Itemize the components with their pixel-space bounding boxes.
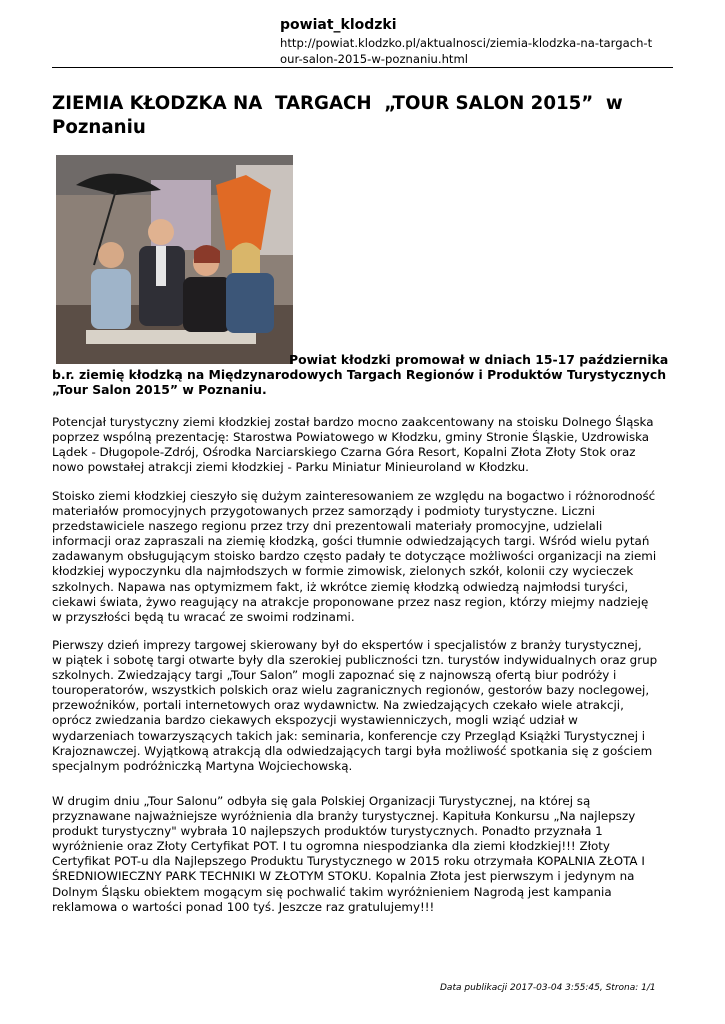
paragraph-line: w przyszłości będą tu wracać ze swoimi rodzinami. [52,609,355,624]
article-photo [56,155,293,364]
paragraph-4 [52,794,680,915]
paragraph-line: produkt turystyczny" wybrała 10 najlepszych produktów turystycznych. Ponadto przyznała 1 [52,824,603,839]
paragraph-line: specjalnym podróżniczką Martyna Wojciechowską. [52,758,353,773]
paragraph-line: ŚREDNIOWIECZNY PARK TECHNIKI W ZŁOTYM STOKU. Kopalnia Złota jest pierwszym i jedynym na [52,869,635,884]
source-url[interactable] [280,35,675,67]
article-title-line-1: ZIEMIA KŁODZKA NA TARGACH „TOUR SALON 2015” w [52,93,623,114]
site-name: powiat_klodzki [280,17,397,33]
article-lead [52,352,677,397]
paragraph-2 [52,489,680,625]
paragraph-line: materiałów promocyjnych przygotowanych przez samorządy i podmioty turystyczne. Liczni [52,504,595,519]
lead-line-1: Powiat kłodzki promował w dniach 15-17 października [289,352,669,367]
paragraph-line: wyróżnienie oraz Złoty Certyfikat POT. I tu ogromna niespodzianka dla ziemi kłodzkiej!!! Złoty [52,839,610,854]
paragraph-line: Certyfikat POT-u dla Najlepszego Produktu Turystycznego w 2015 roku otrzymała KOPALNIA ZŁOTA I [52,854,645,869]
paragraph-line: nowo powstałej atrakcji ziemi kłodzkiej - Parku Miniatur Minieuroland w Kłodzku. [52,460,529,475]
paragraph-line: szkolnych. Napawa nas optymizmem fakt, iż wkrótce ziemię kłodzką odwiedzą najmłodsi turyści, [52,579,629,594]
paragraph-line: kłodzkiej wypoczynku dla najmłodszych w formie zimowisk, zielonych szkół, kolonii czy wycieczek [52,564,634,579]
paragraph-line: Lądek - Długopole-Zdrój, Ośrodka Narciarskiego Czarna Góra Resort, Kopalni Złota Złoty Stok oraz [52,445,636,460]
lead-line-2: b.r. ziemię kłodzką na Międzynarodowych Targach Regionów i Produktów Turystycznych [52,367,667,382]
article-title [52,92,682,140]
paragraph-line: wydarzeniach towarzyszących takich jak: seminaria, konferencje czy Przegląd Książki Turystycznej i [52,728,646,743]
paragraph-line: przewoźników, portali internetowych oraz wydawnictw. Na zwiedzających czekało wiele atrakcji, [52,698,624,713]
paragraph-line: Krajoznawczej. Wyjątkową atrakcją dla odwiedzających targi była możliwość spotkania się z gościem [52,743,653,758]
paragraph-line: szkolnych. Zwiedzający targi „Tour Salon” mogli zapoznać się z najnowszą ofertą biur podróży i [52,668,617,683]
paragraph-line: oprócz zwiedzania bardzo ciekawych ekspozycji wystawienniczych, mogli wziąć udział w [52,713,578,728]
paragraph-1 [52,415,680,475]
paragraph-line: przedstawiciele naszego regionu przez trzy dni prezentowali materiały promocyjne, udzielali [52,519,603,534]
publication-footer: Data publikacji 2017-03-04 3:55:45, Strona: 1/1 [440,983,656,993]
paragraph-line: reklamowa o wartości ponad 100 tyś. Jeszcze raz gratulujemy!!! [52,899,435,914]
paragraph-line: ciekawi świata, żywo reagujący na atrakcje proponowane przez nasz region, którzy miejmy nadzieję [52,594,649,609]
document-header [280,16,675,67]
article-title-line-2: Poznaniu [52,117,146,138]
lead-line-3: „Tour Salon 2015” w Poznaniu. [52,382,267,397]
paragraph-line: poprzez wspólną prezentację: Starostwa Powiatowego w Kłodzku, gminy Stronie Śląskie, Uzdrowiska [52,430,650,445]
paragraph-line: informacji oraz zapraszali na ziemię kłodzką, gości tłumnie odwiedzających targi. Wśród wielu pytań [52,534,650,549]
paragraph-line: zadawanym obsługującym stoisko bardzo często padały te dotyczące możliwości organizacji na ziemi [52,549,657,564]
paragraph-line: Stoisko ziemi kłodzkiej cieszyło się dużym zainteresowaniem ze względu na bogactwo i różnorodność [52,489,656,503]
paragraph-line: touroperatorów, wszystkich polskich oraz wielu zagranicznych regionów, gestorów bazy noclegowej, [52,683,650,698]
paragraph-line: przyznawane najważniejsze wyróżnienia dla branży turystycznej. Kapituła Konkursu „Na najlepszy [52,809,636,824]
paragraph-line: W drugim dniu „Tour Salonu” odbyła się gala Polskiej Organizacji Turystycznej, na której są [52,794,591,808]
paragraph-3 [52,638,680,774]
source-url-line-1[interactable]: http://powiat.klodzko.pl/aktualnosci/ziemia-klodzka-na-targach-t [280,36,653,50]
paragraph-line: w piątek i sobotę targi otwarte były dla szerokiej publiczności tzn. turystów indywidualnych oraz grup [52,653,658,668]
header-divider [52,67,673,68]
source-url-line-2[interactable]: our-salon-2015-w-poznaniu.html [280,52,468,66]
paragraph-line: Dolnym Śląsku obiektem mogącym się pochwalić takim wyróżnieniem Nagrodą jest kampania [52,884,612,899]
paragraph-line: Potencjał turystyczny ziemi kłodzkiej został bardzo mocno zaakcentowany na stoisku Dolnego Śląska [52,415,654,429]
paragraph-line: Pierwszy dzień imprezy targowej skierowany był do ekspertów i specjalistów z branży turystycznej, [52,638,642,652]
